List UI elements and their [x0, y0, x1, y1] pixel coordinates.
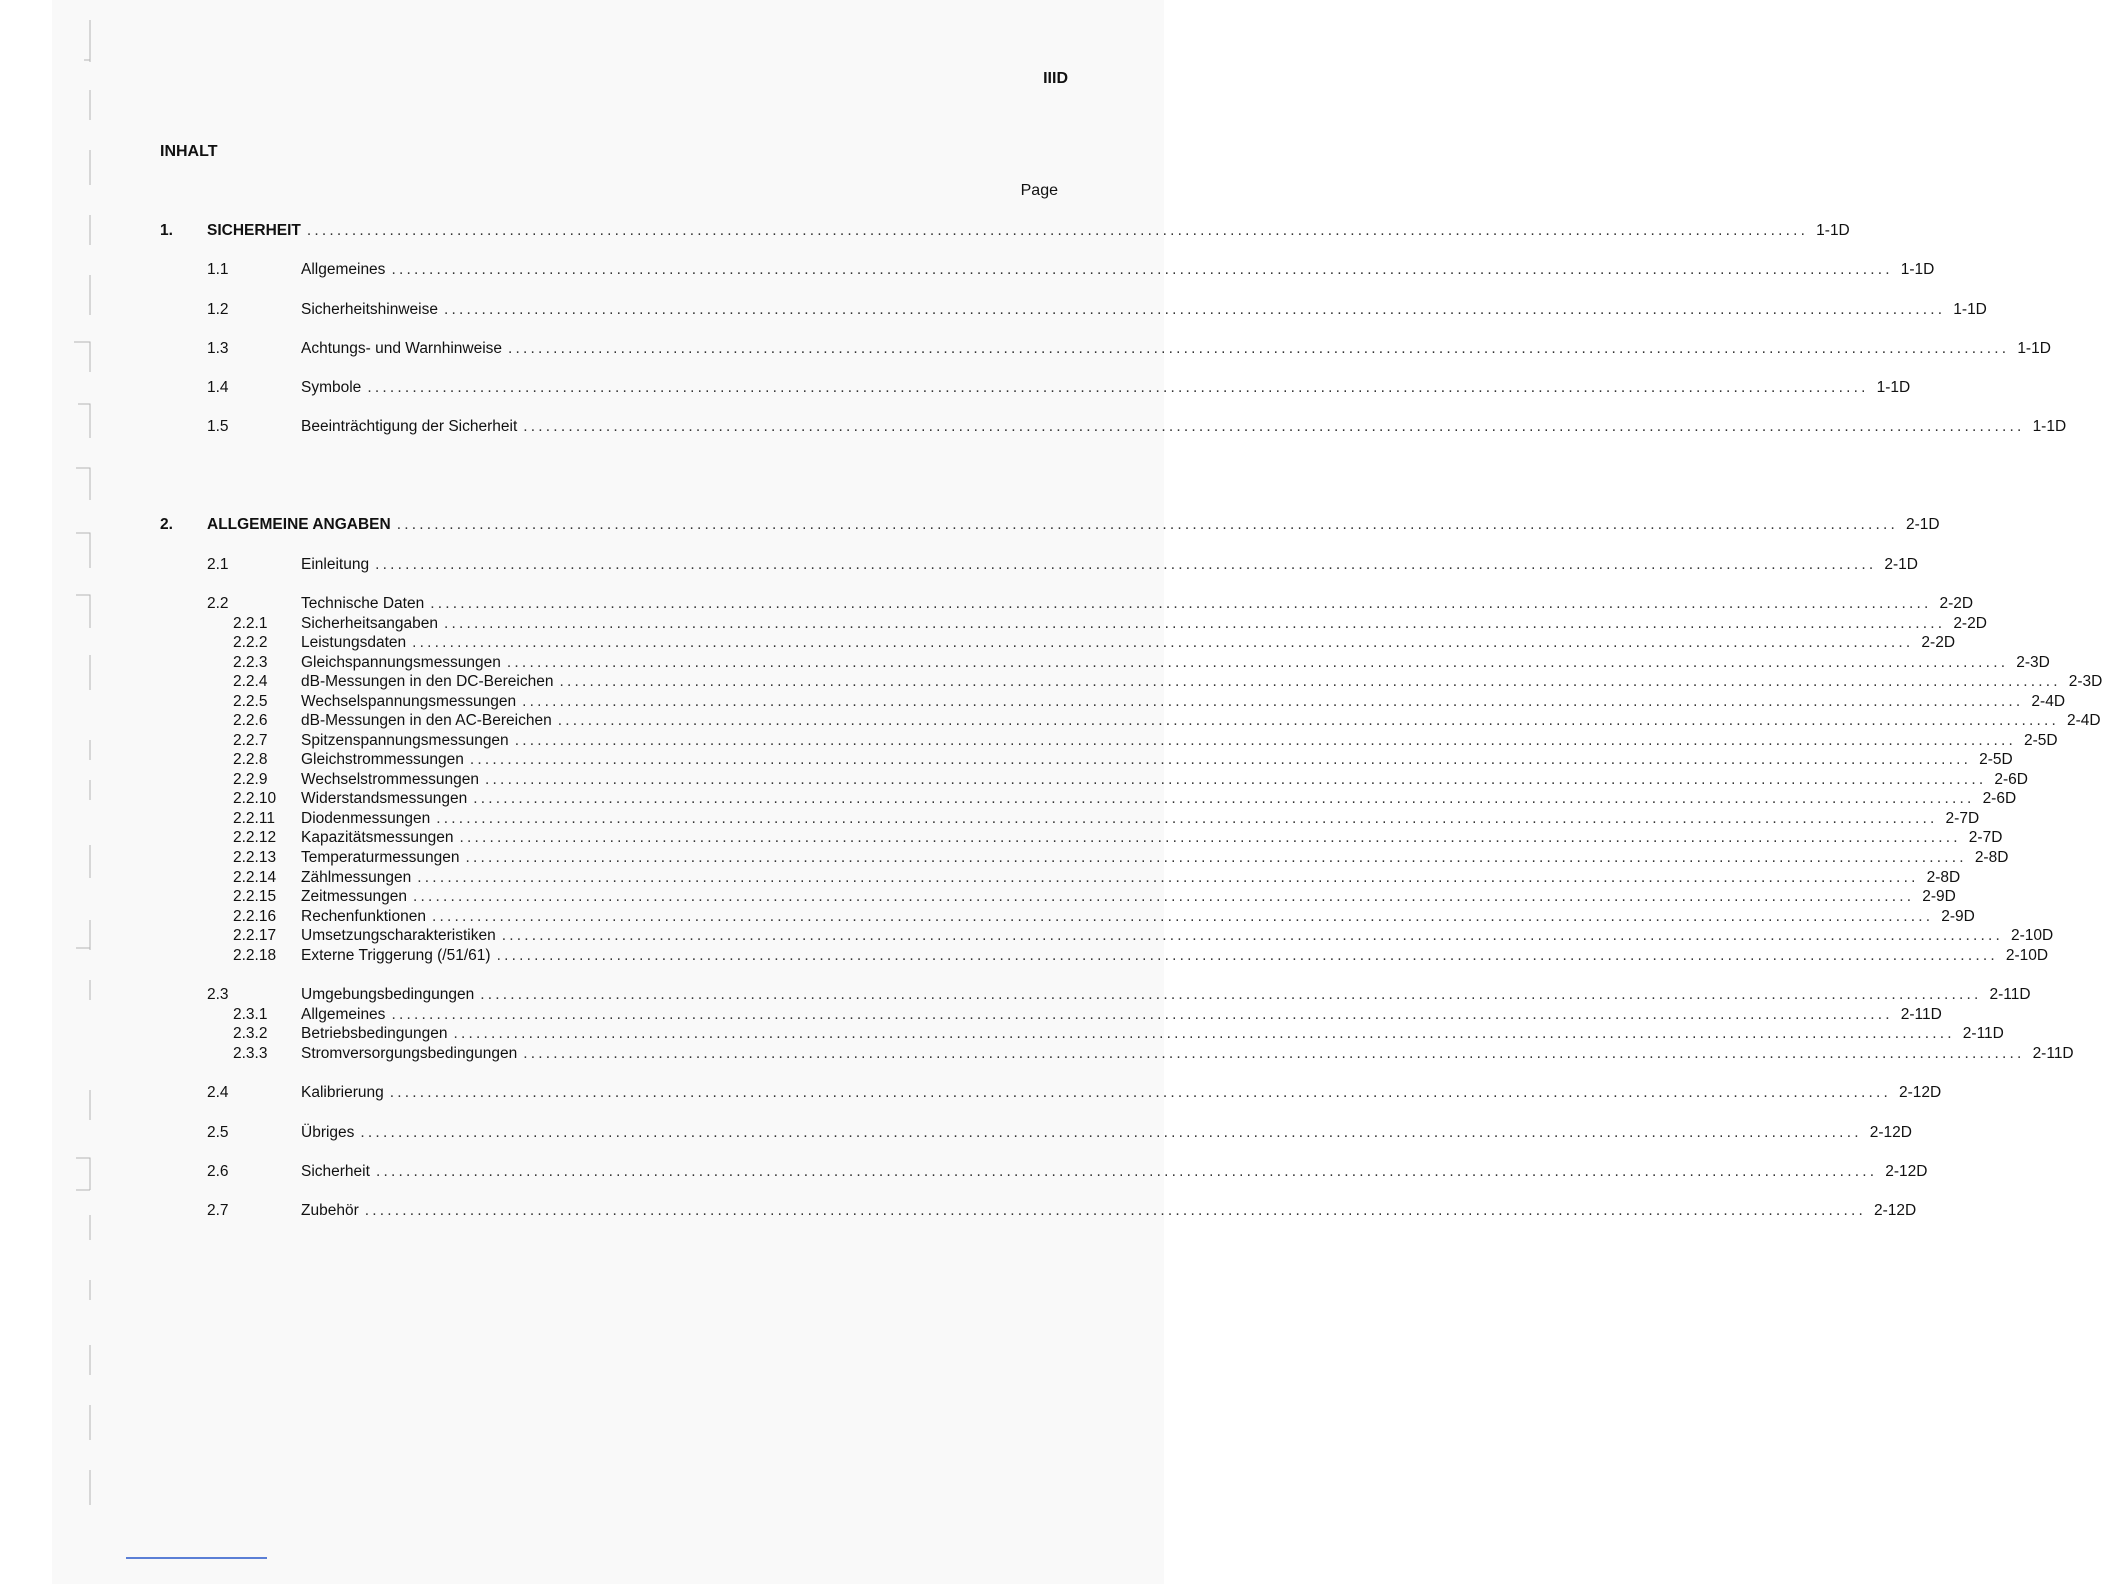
toc-entry-page: 1-1D [1900, 261, 1935, 278]
toc-entry-title: Gleichspannungsmessungen [301, 654, 501, 671]
dot-leader: ........................................................................................................................................................................................................ [367, 379, 1869, 396]
toc-entry-page: 2-5D [1979, 751, 2013, 768]
toc-entry-number: 2. [160, 516, 173, 533]
toc-entry-page: 2-2D [1939, 595, 1974, 612]
toc-entry-page: 2-9D [1922, 888, 1956, 905]
toc-entry-title: Gleichstrommessungen [301, 751, 464, 768]
dot-leader: ........................................................................................................................................................................................................ [412, 634, 1914, 651]
toc-entry-title: Stromversorgungsbedingungen [301, 1045, 518, 1062]
toc-entry-number: 2.2.11 [233, 810, 275, 827]
dot-leader: ........................................................................................................................................................................................................ [469, 751, 1972, 768]
scan-margin-marks [0, 0, 130, 1584]
toc-entry-page: 2-11D [2032, 1045, 2074, 1062]
toc-entry-page: 1-1D [2017, 340, 2051, 357]
dot-leader: ........................................................................................................................................................................................................ [417, 869, 1919, 886]
toc-entry-number: 1.5 [207, 418, 229, 435]
toc-entry-number: 2.2.17 [233, 927, 277, 944]
toc-entry-number: 2.2.13 [233, 849, 277, 866]
toc-entry-page: 2-12D [1874, 1202, 1917, 1219]
toc-entry-row[interactable] [160, 378, 1911, 398]
toc-entry-title: Diodenmessungen [301, 810, 431, 827]
toc-entry-row[interactable] [160, 926, 2054, 946]
toc-entry-row[interactable] [160, 653, 2050, 673]
toc-entry-row[interactable] [160, 633, 1956, 653]
toc-entry-title: Kapazitätsmessungen [301, 829, 454, 846]
toc-entry-title: Zeitmessungen [301, 888, 407, 905]
toc-entry-number: 2.2 [207, 595, 229, 612]
dot-leader: ........................................................................................................................................................................................................ [514, 732, 2016, 749]
toc-entry-title: Betriebsbedingungen [301, 1025, 448, 1042]
toc-entry-page: 2-6D [1994, 771, 2028, 788]
dot-leader: ........................................................................................................................................................................................................ [430, 595, 1932, 612]
toc-entry-number: 2.2.6 [233, 712, 268, 729]
toc-entry-number: 2.2.3 [233, 654, 268, 671]
toc-entry-title: Wechselspannungsmessungen [301, 693, 517, 710]
toc-entry-page: 2-5D [2023, 732, 2058, 749]
toc-entry-title: Allgemeines [301, 261, 386, 278]
toc-chapter-row[interactable] [160, 515, 1940, 535]
dot-leader: ........................................................................................................................................................................................................ [375, 1163, 1878, 1180]
toc-entry-title: Symbole [301, 379, 362, 396]
toc-entry-row[interactable] [160, 1024, 2004, 1044]
toc-entry-number: 2.6 [207, 1163, 229, 1180]
toc-entry-row[interactable] [160, 848, 2009, 868]
dot-leader: ........................................................................................................................................................................................................ [496, 947, 1998, 964]
toc-entry-page: 2-1D [1884, 556, 1918, 573]
toc-entry-page: 2-9D [1941, 908, 1975, 925]
dot-leader: ........................................................................................................................................................................................................ [506, 654, 2009, 671]
toc-entry-title: Rechenfunktionen [301, 908, 426, 925]
toc-entry-row[interactable] [160, 417, 2067, 437]
toc-entry-number: 2.3.1 [233, 1006, 268, 1023]
toc-entry-number: 1.3 [207, 340, 229, 357]
dot-leader: ........................................................................................................................................................................................................ [557, 712, 2060, 729]
toc-entry-title: Sicherheit [301, 1163, 370, 1180]
dot-leader: ........................................................................................................................................................................................................ [523, 1045, 2025, 1062]
toc-entry-row[interactable] [160, 828, 2003, 848]
toc-entry-page: 2-7D [1945, 810, 1980, 827]
toc-entry-title: Sicherheitsangaben [301, 615, 439, 632]
toc-entry-row[interactable] [160, 985, 2031, 1005]
toc-entry-number: 2.2.9 [233, 771, 268, 788]
dot-leader: ........................................................................................................................................................................................................ [375, 556, 1877, 573]
toc-entry-title: Widerstandsmessungen [301, 790, 468, 807]
dot-leader: ........................................................................................................................................................................................................ [559, 673, 2061, 690]
toc-entry-page: 2-4D [2067, 712, 2101, 729]
toc-entry-title: Spitzenspannungsmessungen [301, 732, 509, 749]
toc-entry-row[interactable] [160, 692, 2066, 712]
toc-entry-page: 2-6D [1982, 790, 2017, 807]
toc-entry-title: Kalibrierung [301, 1084, 384, 1101]
toc-entry-page: 2-10D [2005, 947, 2049, 964]
toc-entry-row[interactable] [160, 887, 1956, 907]
toc-entry-title: Zubehör [301, 1202, 359, 1219]
toc-entry-row[interactable] [160, 1162, 1928, 1182]
toc-entry-row[interactable] [160, 1005, 1942, 1025]
toc-entry-number: 1.2 [207, 301, 229, 318]
dot-leader: ........................................................................................................................................................................................................ [444, 615, 1946, 632]
toc-entry-row[interactable] [160, 711, 2101, 731]
toc-entry-row[interactable] [160, 260, 1935, 280]
toc-entry-row[interactable] [160, 339, 2051, 359]
toc-entry-number: 2.2.16 [233, 908, 277, 925]
toc-entry-number: 1. [160, 222, 173, 239]
toc-entry-page: 2-8D [1974, 849, 2009, 866]
toc-entry-page: 2-1D [1906, 516, 1940, 533]
dot-leader: ........................................................................................................................................................................................................ [306, 222, 1809, 239]
toc-entry-title: Technische Daten [301, 595, 425, 612]
toc-entry-number: 2.3.2 [233, 1025, 268, 1042]
dot-leader: ........................................................................................................................................................................................................ [480, 986, 1982, 1003]
toc-entry-page: 1-1D [1876, 379, 1911, 396]
toc-entry-title: dB-Messungen in den DC-Bereichen [301, 673, 554, 690]
dot-leader: ........................................................................................................................................................................................................ [391, 261, 1893, 278]
toc-entry-row[interactable] [160, 1123, 1912, 1143]
bottom-rule [126, 1557, 267, 1559]
toc-entry-page: 2-3D [2068, 673, 2103, 690]
toc-entry-number: 2.2.14 [233, 869, 277, 886]
toc-entry-title: Zählmessungen [301, 869, 412, 886]
dot-leader: ........................................................................................................................................................................................................ [508, 340, 2010, 357]
toc-entry-page: 2-2D [1953, 615, 1987, 632]
toc-entry-row[interactable] [160, 555, 1918, 575]
toc-entry-page: 2-11D [1900, 1006, 1942, 1023]
toc-entry-number: 2.3 [207, 986, 229, 1003]
toc-entry-row[interactable] [160, 770, 2028, 790]
dot-leader: ........................................................................................................................................................................................................ [444, 301, 1946, 318]
toc-entry-page: 2-4D [2031, 693, 2066, 710]
toc-entry-page: 1-1D [1953, 301, 1987, 318]
dot-leader: ........................................................................................................................................................................................................ [473, 790, 1975, 807]
toc-entry-row[interactable] [160, 868, 1961, 888]
toc-entry-page: 2-12D [1869, 1124, 1912, 1141]
dot-leader: ........................................................................................................................................................................................................ [459, 829, 1961, 846]
toc-entry-page: 2-11D [1962, 1025, 2004, 1042]
toc-entry-title: Sicherheitshinweise [301, 301, 438, 318]
toc-entry-row[interactable] [160, 300, 1987, 320]
toc-entry-row[interactable] [160, 614, 1987, 634]
toc-entry-page: 2-11D [1989, 986, 2031, 1003]
dot-leader: ........................................................................................................................................................................................................ [465, 849, 1967, 866]
dot-leader: ........................................................................................................................................................................................................ [391, 1006, 1893, 1023]
toc-entry-title: Wechselstrommessungen [301, 771, 480, 788]
toc-entry-number: 2.2.1 [233, 615, 268, 632]
toc-entry-title: Beeinträchtigung der Sicherheit [301, 418, 518, 435]
toc-entry-number: 2.1 [207, 556, 229, 573]
dot-leader: ........................................................................................................................................................................................................ [485, 771, 1987, 788]
toc-entry-row[interactable] [160, 907, 1975, 927]
toc-entry-row[interactable] [160, 1044, 2074, 1064]
dot-leader: ........................................................................................................................................................................................................ [453, 1025, 1955, 1042]
toc-entry-number: 2.3.3 [233, 1045, 268, 1062]
toc-entry-number: 2.2.15 [233, 888, 277, 905]
toc-entry-title: Temperaturmessungen [301, 849, 460, 866]
toc-entry-number: 2.2.7 [233, 732, 268, 749]
toc-entry-title: Übriges [301, 1124, 355, 1141]
toc-entry-number: 2.2.10 [233, 790, 277, 807]
toc-entry-number: 1.4 [207, 379, 229, 396]
dot-leader: ........................................................................................................................................................................................................ [360, 1124, 1862, 1141]
dot-leader: ........................................................................................................................................................................................................ [436, 810, 1938, 827]
dot-leader: ........................................................................................................................................................................................................ [364, 1202, 1867, 1219]
toc-entry-page: 2-10D [2010, 927, 2054, 944]
toc-entry-number: 2.5 [207, 1124, 229, 1141]
toc-entry-title: dB-Messungen in den AC-Bereichen [301, 712, 552, 729]
toc-entry-row[interactable] [160, 594, 1974, 614]
toc-entry-number: 2.2.5 [233, 693, 268, 710]
toc-entry-title: ALLGEMEINE ANGABEN [207, 516, 391, 533]
dot-leader: ........................................................................................................................................................................................................ [431, 908, 1934, 925]
toc-entry-row[interactable] [160, 1083, 1942, 1103]
toc-entry-number: 2.2.4 [233, 673, 268, 690]
toc-entry-title: Allgemeines [301, 1006, 386, 1023]
toc-entry-page: 2-7D [1968, 829, 2003, 846]
toc-entry-page: 2-8D [1926, 869, 1961, 886]
dot-leader: ........................................................................................................................................................................................................ [501, 927, 2003, 944]
toc-entry-page: 2-3D [2016, 654, 2050, 671]
dot-leader: ........................................................................................................................................................................................................ [412, 888, 1915, 905]
toc-entry-title: Einleitung [301, 556, 370, 573]
toc-title: INHALT [160, 143, 218, 160]
toc-entry-row[interactable] [160, 731, 2058, 751]
dot-leader: ........................................................................................................................................................................................................ [396, 516, 1898, 533]
toc-entry-title: Umgebungsbedingungen [301, 986, 475, 1003]
toc-entry-row[interactable] [160, 946, 2049, 966]
toc-entry-page: 1-1D [1816, 222, 1850, 239]
toc-entry-title: SICHERHEIT [207, 222, 301, 239]
toc-entry-number: 1.1 [207, 261, 229, 278]
toc-entry-number: 2.4 [207, 1084, 229, 1101]
toc-entry-row[interactable] [160, 789, 2017, 809]
toc-entry-page: 1-1D [2032, 418, 2067, 435]
dot-leader: ........................................................................................................................................................................................................ [523, 418, 2025, 435]
toc-entry-title: Leistungsdaten [301, 634, 407, 651]
toc-entry-row[interactable] [160, 1201, 1917, 1221]
toc-entry-page: 2-12D [1899, 1084, 1942, 1101]
page-column-label: Page [1020, 182, 1058, 199]
dot-leader: ........................................................................................................................................................................................................ [522, 693, 2024, 710]
toc-entry-number: 2.2.2 [233, 634, 268, 651]
toc-entry-page: 2-2D [1921, 634, 1956, 651]
toc-entry-title: Achtungs- und Warnhinweise [301, 340, 503, 357]
page-number: IIID [1043, 70, 1068, 87]
toc-entry-page: 2-12D [1885, 1163, 1928, 1180]
toc-entry-row[interactable] [160, 672, 2103, 692]
toc-entry-number: 2.7 [207, 1202, 229, 1219]
toc-entry-row[interactable] [160, 809, 1980, 829]
toc-entry-number: 2.2.8 [233, 751, 268, 768]
toc-entry-number: 2.2.12 [233, 829, 277, 846]
toc-entry-title: Umsetzungscharakteristiken [301, 927, 496, 944]
toc-entry-title: Externe Triggerung (/51/61) [301, 947, 491, 964]
toc-entry-number: 2.2.18 [233, 947, 277, 964]
dot-leader: ........................................................................................................................................................................................................ [389, 1084, 1891, 1101]
toc-entry-row[interactable] [160, 750, 2013, 770]
toc-chapter-row[interactable] [160, 221, 1850, 241]
